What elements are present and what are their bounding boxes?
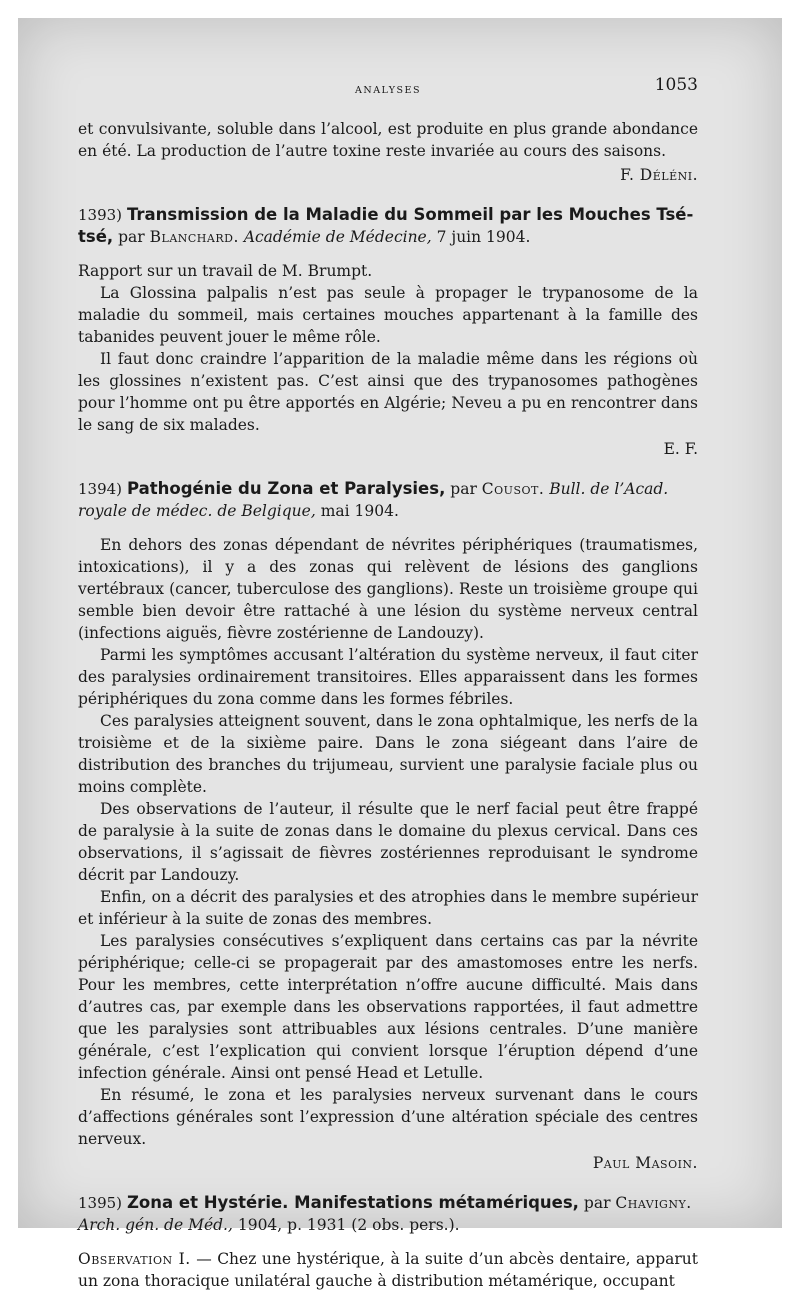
article-1394-date: mai 1904. — [320, 502, 399, 520]
page-number: 1053 — [654, 75, 698, 95]
article-1394-author: Cousot. — [481, 480, 545, 498]
continuation-signature: F. Déléni. — [620, 166, 698, 184]
article-1394-paragraph: Parmi les symptômes accusant l’altération du système nerveux, il faut citer des paralysies ordinairement transitoires. Elles apparaissent dans les formes périphériques du zona comme dans les formes fébriles. — [78, 646, 698, 708]
article-1393-number: 1393) — [78, 206, 123, 224]
article-1393-heading — [78, 204, 698, 248]
article-1395-title: Zona et Hystérie. Manifestations métamériques, — [126, 1193, 579, 1212]
article-1394-signature: Paul Masoin. — [592, 1154, 698, 1172]
observation-text: — Chez une hystérique, à la suite d’un abcès dentaire, apparut un zona thoracique unilatéral gauche à distribution métamérique, occupant — [78, 1250, 698, 1290]
article-1393-signature: E. F. — [663, 440, 698, 458]
article-1395-heading — [78, 1192, 698, 1236]
article-1394-source: Bull. de l’Acad. royale de médec. de Belgique, — [78, 480, 669, 520]
article-1393-date: 7 juin 1904. — [436, 228, 531, 246]
article-1394-paragraph: En résumé, le zona et les paralysies nerveux survenant dans le cours d’affections générales sont l’expression d’une altération spéciale des centres nerveux. — [78, 1086, 698, 1148]
page-content — [78, 74, 698, 1292]
article-1393-author: Blanchard. — [149, 228, 239, 246]
article-1393-paragraph: Rapport sur un travail de M. Brumpt. — [78, 262, 373, 280]
article-1393-paragraph: La Glossina palpalis n’est pas seule à propager le trypanosome de la maladie du sommeil, mais certaines mouches appartenant à la famille des tabanides peuvent jouer le même rôle. — [78, 284, 698, 346]
article-1395-date: 1904, p. 1931 (2 obs. pers.). — [237, 1216, 460, 1234]
article-1394-heading — [78, 478, 698, 522]
article-1395-observation — [78, 1248, 698, 1292]
article-1394-by: par — [450, 480, 477, 498]
observation-label: Observation I. — [78, 1250, 191, 1268]
continuation-paragraph: et convulsivante, soluble dans l’alcool, est produite en plus grande abondance en été. La production de l’autre toxine reste invariée au cours des saisons. — [78, 120, 698, 160]
running-head — [78, 74, 698, 98]
article-1395-source: Arch. gén. de Méd., — [78, 1216, 233, 1234]
article-1393-title: Transmission de la Maladie du Sommeil par les Mouches Tsé-tsé, — [78, 205, 694, 246]
article-1394-paragraph: Des observations de l’auteur, il résulte que le nerf facial peut être frappé de paralysie à la suite de zonas dans le domaine du plexus cervical. Dans ces observations, il s’agissait de fièvres zostériennes reproduisant le syndrome décrit par Landouzy. — [78, 800, 698, 884]
article-1394-paragraph: En dehors des zonas dépendant de névrites périphériques (traumatismes, intoxications), il y a des zonas qui relèvent de lésions des ganglions vertébraux (cancer, tuberculose des ganglions). Reste un troisième groupe qui semble bien devoir être rattaché à une lésion du système nerveux central (infections aiguës, fièvre zostérienne de Landouzy). — [78, 536, 698, 642]
article-1395-by: par — [583, 1194, 611, 1212]
article-1395-number: 1395) — [78, 1194, 123, 1212]
running-title: ANALYSES — [355, 85, 421, 96]
article-1394-paragraph: Enfin, on a décrit des paralysies et des atrophies dans le membre supérieur et inférieur à la suite de zonas des membres. — [78, 888, 698, 928]
article-1394-paragraph: Les paralysies consécutives s’expliquent dans certains cas par la névrite périphérique; celle-ci se propagerait par des amastomoses entre les nerfs. Pour les membres, cette interprétation n’offre aucune difficulté. Mais dans d’autres cas, par exemple dans les observations rapportées, il faut admettre que les paralysies sont attribuables aux lésions centrales. D’une manière générale, c’est l’explication qui convient lorsque l’éruption dépend d’une infection générale. Ainsi ont pensé Head et Letulle. — [78, 932, 698, 1082]
article-1394-number: 1394) — [78, 480, 123, 498]
article-1393-by: par — [118, 228, 145, 246]
article-1394-title: Pathogénie du Zona et Paralysies, — [126, 479, 446, 498]
article-1394-paragraph: Ces paralysies atteignent souvent, dans le zona ophtalmique, les nerfs de la troisième et de la sixième paire. Dans le zona siégeant dans l’aire de distribution des branches du trijumeau, survient une paralysie faciale plus ou moins complète. — [78, 712, 698, 796]
article-1395-author: Chavigny. — [615, 1194, 692, 1212]
article-1393-source: Académie de Médecine, — [243, 228, 432, 246]
article-1393-paragraph: Il faut donc craindre l’apparition de la maladie même dans les régions où les glossines n’existent pas. C’est ainsi que des trypanosomes pathogènes pour l’homme ont pu être apportés en Algérie; Neveu a pu en rencontrer dans le sang de six malades. — [78, 350, 698, 434]
